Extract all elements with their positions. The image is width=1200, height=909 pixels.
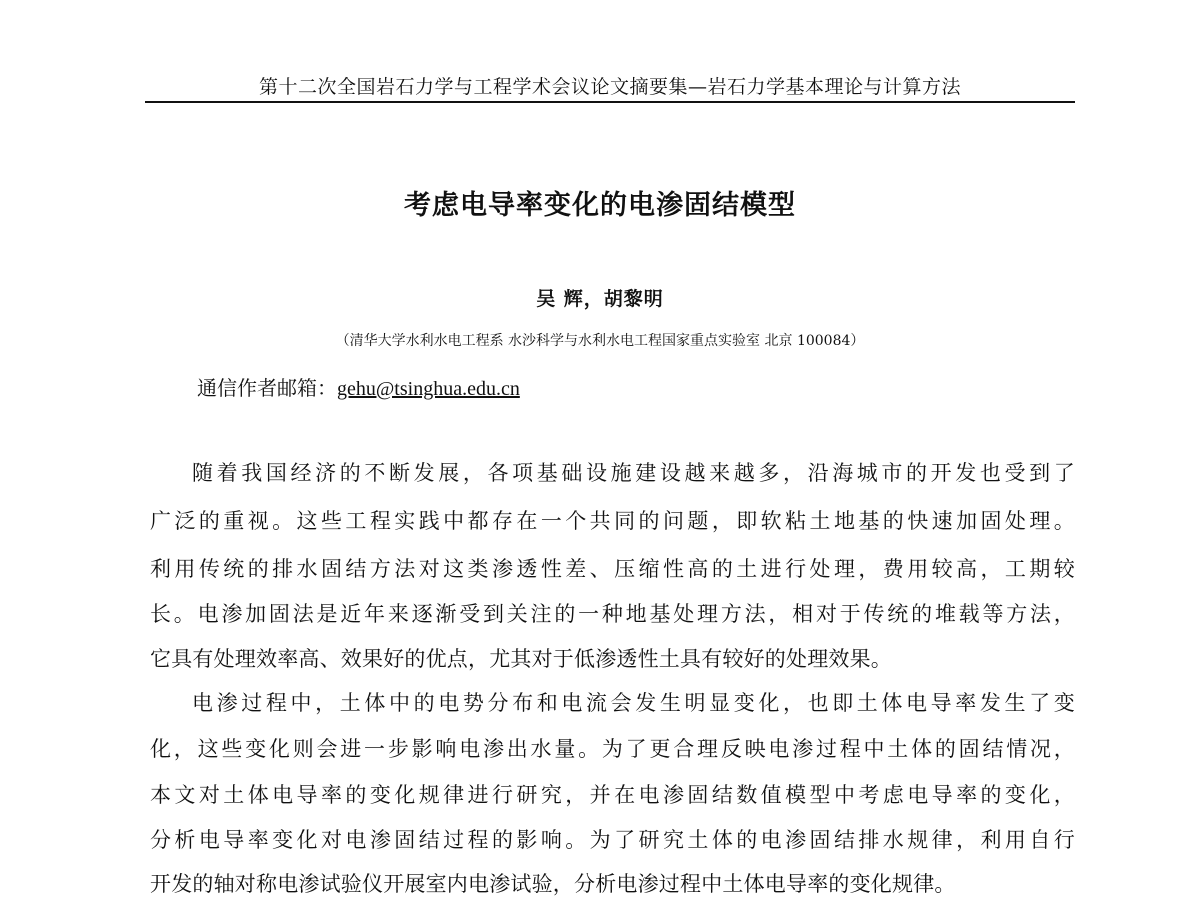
paragraph-line: 它具有处理效率高、效果好的优点，尤其对于低渗透性土具有较好的处理效果。	[150, 647, 892, 671]
paragraph-line: 长。电渗加固法是近年来逐渐受到关注的一种地基处理方法，相对于传统的堆载等方法，	[150, 602, 1075, 626]
paragraph-line: 开发的轴对称电渗试验仪开展室内电渗试验，分析电渗过程中土体电导率的变化规律。	[150, 872, 956, 896]
email-line	[197, 372, 520, 401]
paper-title: 考虑电导率变化的电渗固结模型	[404, 190, 796, 221]
paragraph-line: 电渗过程中，土体中的电势分布和电流会发生明显变化，也即土体电导率发生了变	[192, 691, 1075, 715]
header-rule	[145, 101, 1075, 103]
paper-affiliation: （清华大学水利水电工程系 水沙科学与水利水电工程国家重点实验室 北京 100084）	[335, 333, 865, 349]
paragraph-line: 随着我国经济的不断发展，各项基础设施建设越来越多，沿海城市的开发也受到了	[192, 461, 1075, 485]
email-label: 通信作者邮箱：	[197, 376, 337, 400]
email-link[interactable]: gehu@tsinghua.edu.cn	[337, 378, 520, 400]
paragraph-line: 利用传统的排水固结方法对这类渗透性差、压缩性高的土进行处理，费用较高，工期较	[150, 557, 1075, 581]
paragraph-line: 化，这些变化则会进一步影响电渗出水量。为了更合理反映电渗过程中土体的固结情况，	[150, 737, 1075, 761]
running-header: 第十二次全国岩石力学与工程学术会议论文摘要集—岩石力学基本理论与计算方法	[258, 76, 961, 98]
paragraph-line: 广泛的重视。这些工程实践中都存在一个共同的问题，即软粘土地基的快速加固处理。	[150, 509, 1075, 533]
paragraph-line: 分析电导率变化对电渗固结过程的影响。为了研究土体的电渗固结排水规律，利用自行	[150, 828, 1075, 852]
paragraph-line: 本文对土体电导率的变化规律进行研究，并在电渗固结数值模型中考虑电导率的变化，	[150, 783, 1075, 807]
paper-authors: 吴 辉，胡黎明	[536, 288, 664, 310]
